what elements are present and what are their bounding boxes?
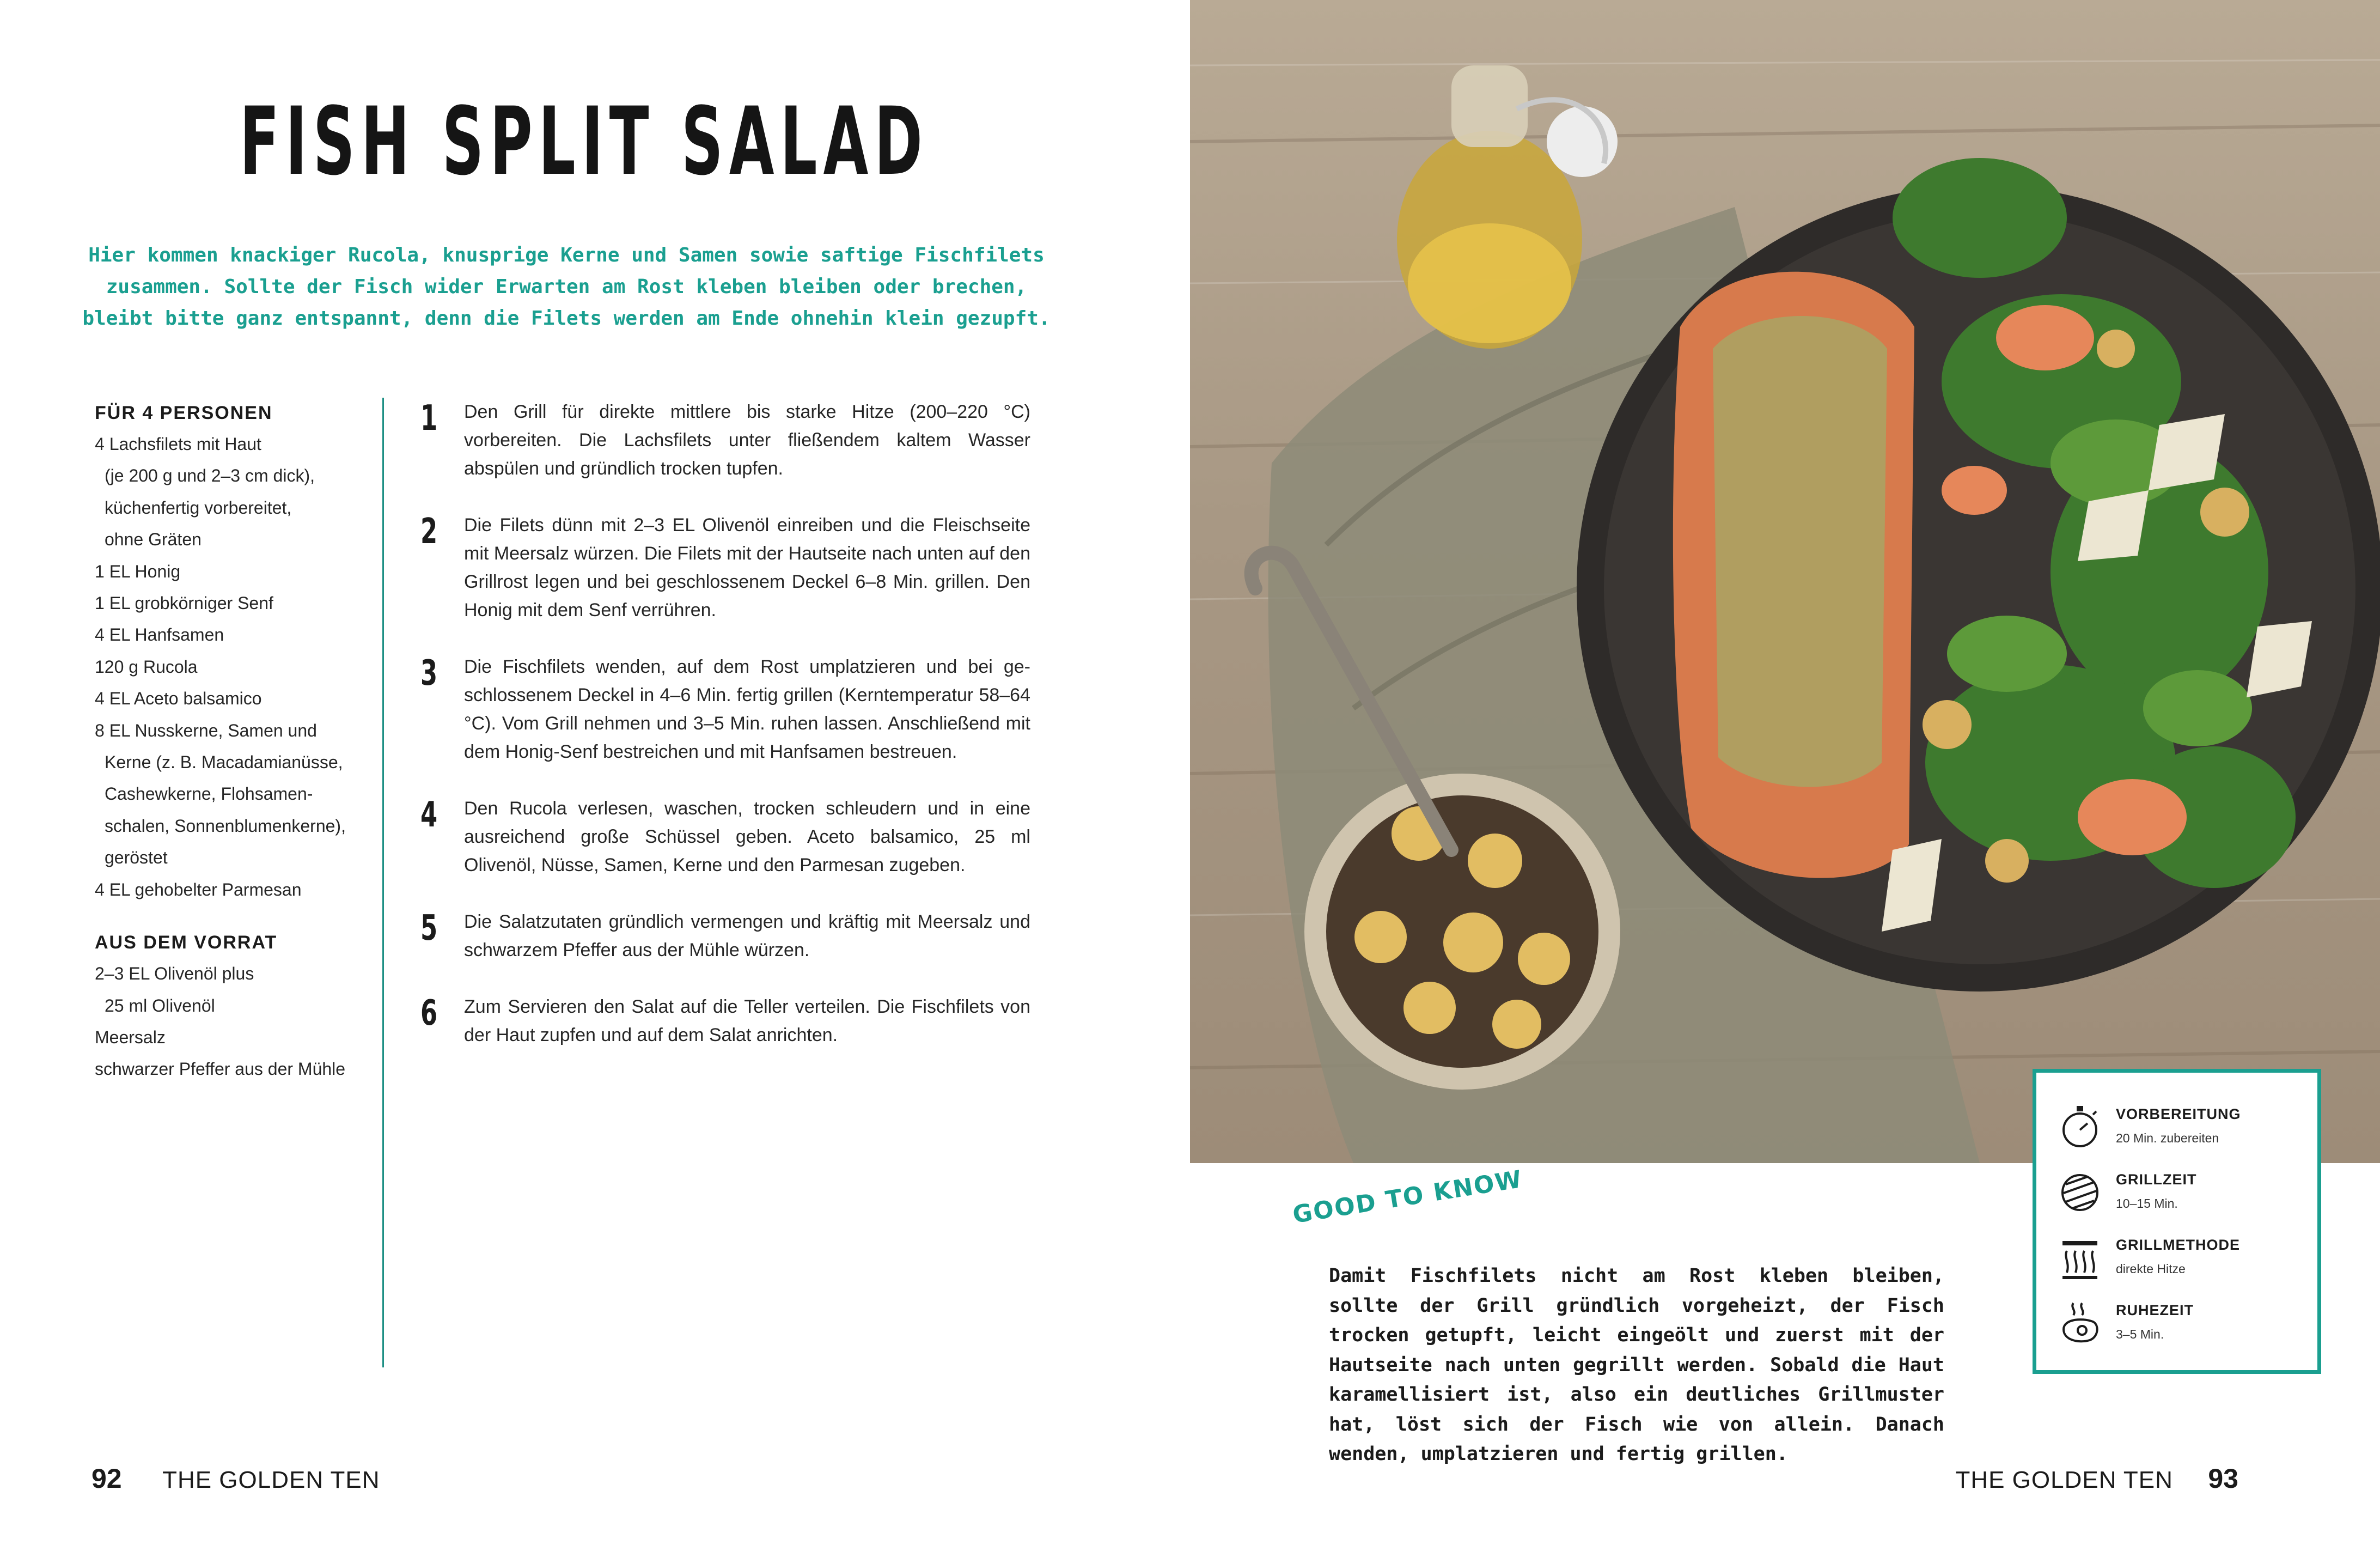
right-page-footer: [1955, 1463, 2238, 1494]
running-head: THE GOLDEN TEN: [162, 1467, 380, 1493]
info-value: 3–5 Min.: [2116, 1327, 2164, 1341]
left-page-footer: [91, 1463, 380, 1494]
ingredient-item: 4 Lachsfilets mit Haut: [95, 434, 261, 454]
ingredient-item: 4 EL Aceto balsamico: [95, 689, 262, 709]
recipe-title: FISH SPLIT SALAD: [240, 87, 929, 196]
pantry-item: Meersalz: [95, 1027, 166, 1047]
info-value: 20 Min. zubereiten: [2116, 1131, 2219, 1145]
ingredient-item: schalen, Sonnenblumenkerne),: [105, 816, 346, 836]
info-label: GRILLMETHODE: [2116, 1237, 2240, 1253]
ingredient-item: (je 200 g und 2–3 cm dick),: [105, 466, 315, 486]
step-2: [420, 511, 1030, 624]
ingredient-item: Cashewkerne, Flohsamen-: [105, 784, 313, 804]
grill-grate-icon: [2059, 1168, 2101, 1217]
step-number: 4: [420, 795, 438, 835]
info-label: RUHEZEIT: [2116, 1302, 2194, 1318]
step-6: [420, 993, 1030, 1049]
step-text: Den Rucola verlesen, waschen, trocken schleudern und in eine ausreichend große Schüssel geben. Aceto balsamico, 25 ml Olivenöl, Nüsse, Samen, Kerne und den Parmesan zugeben.: [464, 798, 1030, 875]
info-preparation: [2059, 1103, 2315, 1163]
info-value: 10–15 Min.: [2116, 1196, 2178, 1211]
step-5: [420, 908, 1030, 964]
step-number: 5: [420, 908, 438, 948]
step-3: [420, 653, 1030, 766]
info-label: VORBEREITUNG: [2116, 1106, 2241, 1122]
step-text: Den Grill für direkte mittlere bis starke Hitze (200–220 °C) vorbereiten. Die Lachsfilets unter fließendem kaltem Wasser abspülen und gründlich trocken tupfen.: [464, 402, 1030, 479]
page-number: 92: [91, 1463, 122, 1494]
ingredient-item: 8 EL Nusskerne, Samen und: [95, 720, 317, 740]
step-text: Die Salatzutaten gründlich vermengen und kräftig mit Meersalz und schwarzem Pfeffer aus der Mühle würzen.: [464, 911, 1030, 960]
step-number: 1: [420, 398, 438, 439]
good-to-know-text: Damit Fischfilets nicht am Rost kleben bleiben, sollte der Grill gründlich vorgeheizt, der Fisch trocken getupft, leicht eingeölt und zuerst mit der Hautseite nach unten gegrillt werden. Sobald die Haut karamellisiert ist, also ein deutliches Grillmuster hat, löst sich der Fisch wie von allein. Danach wenden, umplatzieren und fertig grillen.: [1329, 1265, 1944, 1465]
recipe-info-box: [2033, 1069, 2321, 1374]
ingredient-item: küchenfertig vorbereitet,: [105, 497, 292, 518]
pantry-heading: AUS DEM VORRAT: [95, 932, 278, 953]
running-head: THE GOLDEN TEN: [1955, 1467, 2173, 1493]
column-divider: [382, 398, 384, 1367]
steps-column: [420, 398, 1030, 1049]
ingredient-item: 1 EL grobkörniger Senf: [95, 593, 273, 613]
ingredients-column: [95, 398, 367, 1085]
info-grill-method: [2059, 1233, 2315, 1293]
ingredients-heading: FÜR 4 PERSONEN: [95, 403, 273, 423]
ingredient-item: 1 EL Honig: [95, 561, 181, 581]
info-resting-time: [2059, 1299, 2315, 1359]
recipe-intro: Hier kommen knackiger Rucola, knusprige Kerne und Samen sowie saftige Fischfilets zusammen. Sollte der Fisch wider Erwarten am Rost kleben bleiben oder brechen, bleibt bitte ganz entspannt, denn die Filets werden am Ende ohnehin klein gezupft.: [82, 244, 1051, 330]
step-text: Zum Servieren den Salat auf die Teller verteilen. Die Fischfilets von der Haut zupfen und auf dem Salat anrichten.: [464, 996, 1030, 1045]
step-4: [420, 794, 1030, 879]
good-to-know-heading: GOOD TO KNOW: [1291, 1165, 1525, 1229]
salmon-salad-illustration: [1190, 0, 2380, 1163]
food-photo: [1190, 0, 2380, 1163]
pantry-item: schwarzer Pfeffer aus der Mühle: [95, 1059, 346, 1079]
ingredient-item: 4 EL Hanfsamen: [95, 625, 224, 645]
resting-steak-icon: [2059, 1299, 2101, 1348]
info-grill-time: [2059, 1168, 2315, 1228]
ingredient-item: Kerne (z. B. Macadamianüsse,: [105, 752, 343, 773]
info-value: direkte Hitze: [2116, 1262, 2186, 1276]
info-label: GRILLZEIT: [2116, 1171, 2197, 1188]
grill-method-icon: [2059, 1233, 2101, 1282]
pantry-item: 25 ml Olivenöl: [105, 995, 215, 1015]
step-number: 6: [420, 993, 438, 1033]
step-1: [420, 398, 1030, 483]
step-number: 2: [420, 512, 438, 552]
ingredient-item: 120 g Rucola: [95, 656, 198, 677]
step-number: 3: [420, 653, 438, 694]
ingredient-item: geröstet: [105, 848, 168, 868]
ingredient-item: 4 EL gehobelter Parmesan: [95, 879, 302, 899]
step-text: Die Fischfilets wenden, auf dem Rost umplatzieren und bei geschlossenem Deckel in 4–6 Min. fertig grillen (Kerntemperatur 58–64 °C). Vom Grill nehmen und 3–5 Min. ruhen lassen. Anschließend mit dem Honig-Senf bestreichen und mit Hanfsamen bestreuen.: [464, 656, 1030, 762]
pantry-item: 2–3 EL Olivenöl plus: [95, 964, 254, 984]
page-number: 93: [2208, 1463, 2238, 1494]
stopwatch-icon: [2059, 1103, 2101, 1152]
step-text: Die Filets dünn mit 2–3 EL Olivenöl einreiben und die Fleischseite mit Meersalz würzen. Die Filets mit der Hautseite nach unten auf den Grillrost legen und bei geschlossenem Deckel 6–8 Min. grillen. Den Honig mit dem Senf verrühren.: [464, 515, 1030, 621]
ingredient-item: ohne Gräten: [105, 530, 202, 550]
